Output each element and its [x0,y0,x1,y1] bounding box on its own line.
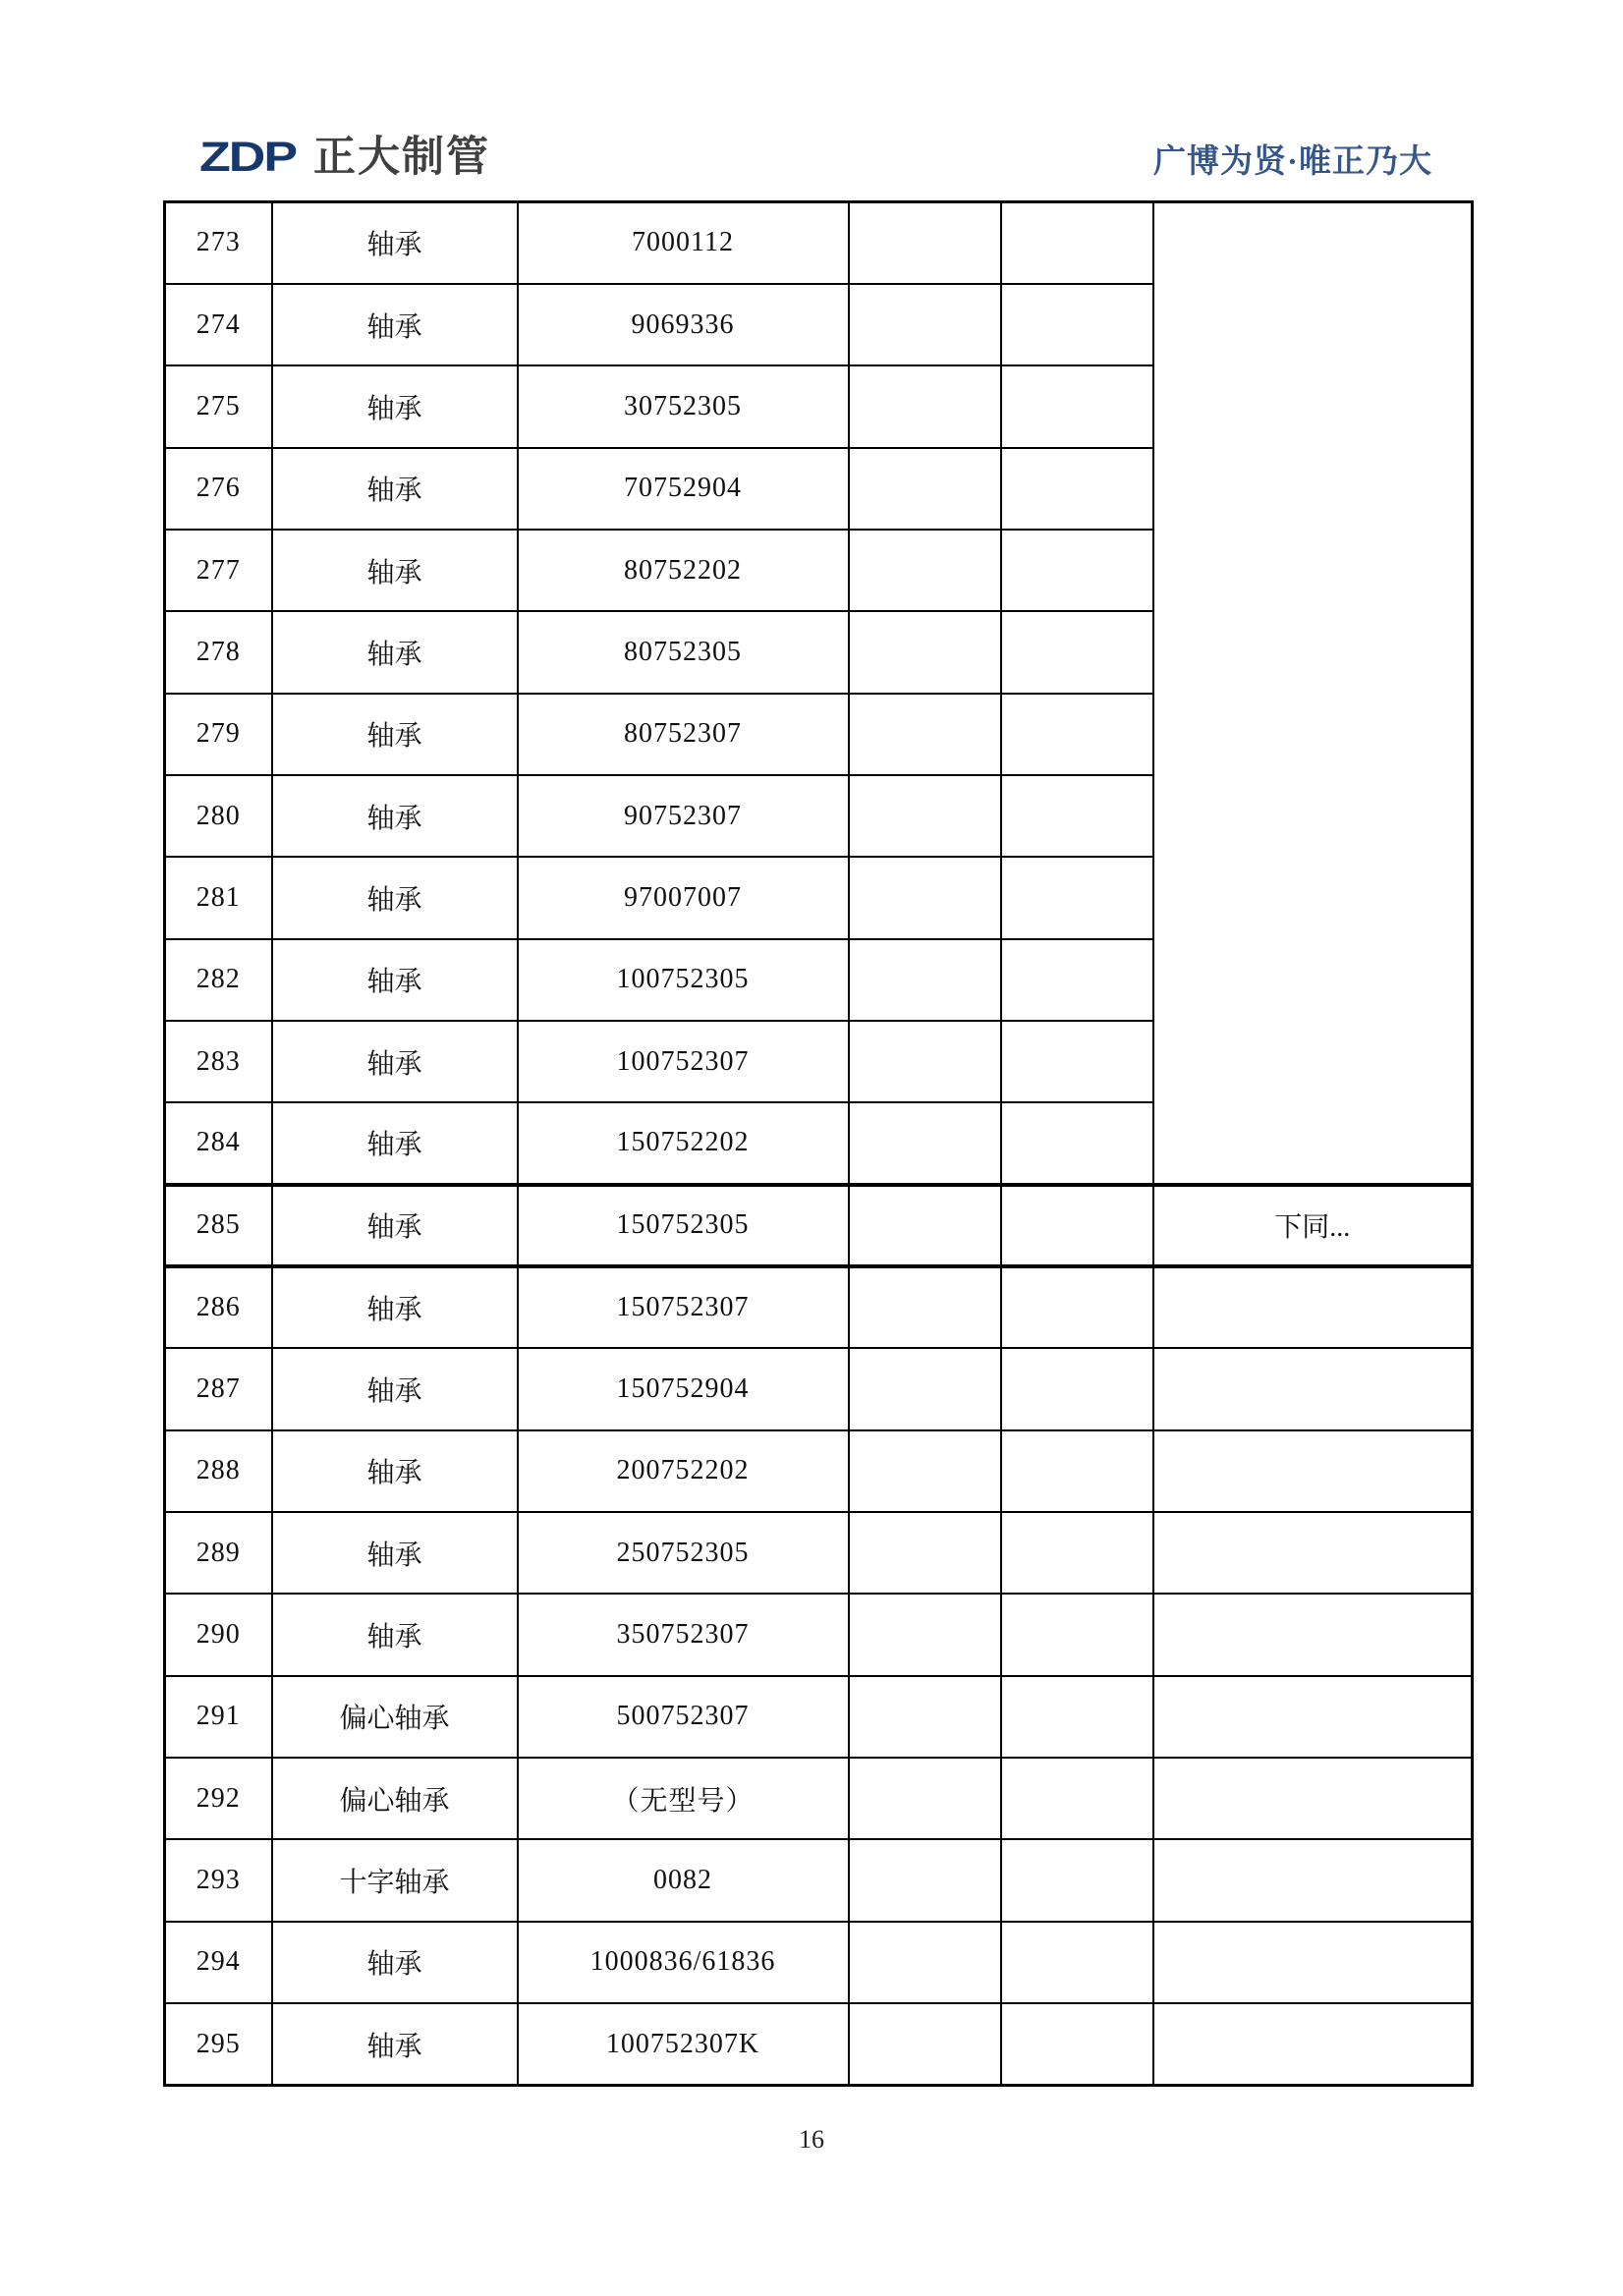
table-row [165,1839,1473,1921]
row-number-cell: 280 [165,775,272,857]
empty-cell [849,1839,1001,1921]
row-number-cell: 273 [165,202,272,284]
model-cell: 150752904 [518,1348,849,1429]
empty-cell [1001,1185,1153,1266]
note-cell [1153,1348,1473,1429]
row-number-cell: 282 [165,939,272,1021]
empty-cell [1001,1021,1153,1102]
empty-cell [849,1021,1001,1102]
table-row [165,1348,1473,1429]
table-row [165,1185,1473,1266]
row-number-cell: 291 [165,1676,272,1758]
company-name: 正大制管 [313,134,490,181]
row-number-cell: 286 [165,1266,272,1348]
empty-cell [1001,1922,1153,2003]
part-name-cell: 偏心轴承 [272,1676,518,1758]
row-number-cell: 283 [165,1021,272,1102]
empty-cell [849,611,1001,693]
note-cell [1153,1266,1473,1348]
empty-cell [1001,284,1153,365]
table-row [165,1430,1473,1512]
empty-cell [849,1512,1001,1594]
row-number-cell: 285 [165,1185,272,1266]
table-row [165,1758,1473,1839]
part-name-cell: 轴承 [272,365,518,447]
note-cell [1153,1430,1473,1512]
note-cell [1153,1512,1473,1594]
empty-cell [849,857,1001,938]
table-row [165,2003,1473,2085]
part-name-cell: 轴承 [272,939,518,1021]
part-name-cell: 轴承 [272,857,518,938]
part-name-cell: 轴承 [272,1021,518,1102]
part-name-cell: 轴承 [272,284,518,365]
empty-cell [1001,1839,1153,1921]
table-row [165,1594,1473,1675]
merged-note-cell [1153,202,1473,1185]
model-cell: 200752202 [518,1430,849,1512]
empty-cell [1001,1758,1153,1839]
part-name-cell: 轴承 [272,2003,518,2085]
empty-cell [1001,1266,1153,1348]
empty-cell [849,775,1001,857]
zdp-logo-icon: ZDP [199,134,296,181]
note-cell [1153,1758,1473,1839]
model-cell: 97007007 [518,857,849,938]
empty-cell [1001,857,1153,938]
empty-cell [849,1594,1001,1675]
empty-cell [849,939,1001,1021]
row-number-cell: 281 [165,857,272,938]
empty-cell [1001,611,1153,693]
row-number-cell: 279 [165,694,272,775]
model-cell: 1000836/61836 [518,1922,849,2003]
empty-cell [1001,1348,1153,1429]
empty-cell [1001,2003,1153,2085]
empty-cell [849,284,1001,365]
empty-cell [1001,1594,1153,1675]
parts-table [163,200,1474,2087]
table-row [165,1676,1473,1758]
model-cell: 30752305 [518,365,849,447]
row-number-cell: 292 [165,1758,272,1839]
empty-cell [849,1266,1001,1348]
row-number-cell: 278 [165,611,272,693]
note-cell: 下同... [1153,1185,1473,1266]
row-number-cell: 290 [165,1594,272,1675]
empty-cell [849,1758,1001,1839]
empty-cell [1001,202,1153,284]
part-name-cell: 偏心轴承 [272,1758,518,1839]
part-name-cell: 轴承 [272,1185,518,1266]
part-name-cell: 轴承 [272,1102,518,1184]
model-cell: 100752307K [518,2003,849,2085]
model-cell: 150752202 [518,1102,849,1184]
row-number-cell: 284 [165,1102,272,1184]
empty-cell [849,1348,1001,1429]
note-cell [1153,1922,1473,2003]
note-cell [1153,1839,1473,1921]
row-number-cell: 289 [165,1512,272,1594]
part-name-cell: 轴承 [272,1348,518,1429]
row-number-cell: 274 [165,284,272,365]
note-cell [1153,1676,1473,1758]
model-cell: 0082 [518,1839,849,1921]
model-cell: 250752305 [518,1512,849,1594]
empty-cell [1001,530,1153,611]
company-slogan: 广博为贤·唯正乃大 [1152,144,1432,180]
table-row [165,202,1473,284]
page-number: 16 [799,2125,824,2154]
model-cell: 90752307 [518,775,849,857]
part-name-cell: 轴承 [272,694,518,775]
model-cell: 150752307 [518,1266,849,1348]
row-number-cell: 287 [165,1348,272,1429]
table-row [165,1922,1473,2003]
row-number-cell: 275 [165,365,272,447]
part-name-cell: 十字轴承 [272,1839,518,1921]
empty-cell [849,448,1001,530]
part-name-cell: 轴承 [272,1430,518,1512]
model-cell: 70752904 [518,448,849,530]
empty-cell [1001,775,1153,857]
part-name-cell: 轴承 [272,1922,518,2003]
empty-cell [1001,1676,1153,1758]
model-cell: 100752305 [518,939,849,1021]
model-cell: 150752305 [518,1185,849,1266]
company-logo [199,131,490,184]
part-name-cell: 轴承 [272,448,518,530]
row-number-cell: 295 [165,2003,272,2085]
empty-cell [849,1185,1001,1266]
model-cell: 80752305 [518,611,849,693]
empty-cell [1001,694,1153,775]
part-name-cell: 轴承 [272,530,518,611]
note-cell [1153,2003,1473,2085]
empty-cell [849,694,1001,775]
model-cell: 80752307 [518,694,849,775]
note-cell [1153,1594,1473,1675]
model-cell: （无型号） [518,1758,849,1839]
part-name-cell: 轴承 [272,1266,518,1348]
model-cell: 100752307 [518,1021,849,1102]
part-name-cell: 轴承 [272,611,518,693]
empty-cell [849,1676,1001,1758]
empty-cell [1001,1430,1153,1512]
empty-cell [849,2003,1001,2085]
model-cell: 80752202 [518,530,849,611]
row-number-cell: 294 [165,1922,272,2003]
empty-cell [1001,939,1153,1021]
empty-cell [849,202,1001,284]
empty-cell [849,1430,1001,1512]
model-cell: 9069336 [518,284,849,365]
model-cell: 350752307 [518,1594,849,1675]
row-number-cell: 277 [165,530,272,611]
empty-cell [849,1922,1001,2003]
table-row [165,1266,1473,1348]
part-name-cell: 轴承 [272,1594,518,1675]
model-cell: 500752307 [518,1676,849,1758]
empty-cell [849,1102,1001,1184]
row-number-cell: 293 [165,1839,272,1921]
row-number-cell: 276 [165,448,272,530]
empty-cell [1001,1512,1153,1594]
empty-cell [1001,365,1153,447]
empty-cell [849,530,1001,611]
empty-cell [1001,448,1153,530]
part-name-cell: 轴承 [272,202,518,284]
model-cell: 7000112 [518,202,849,284]
empty-cell [1001,1102,1153,1184]
table-row [165,1512,1473,1594]
row-number-cell: 288 [165,1430,272,1512]
part-name-cell: 轴承 [272,1512,518,1594]
empty-cell [849,365,1001,447]
part-name-cell: 轴承 [272,775,518,857]
